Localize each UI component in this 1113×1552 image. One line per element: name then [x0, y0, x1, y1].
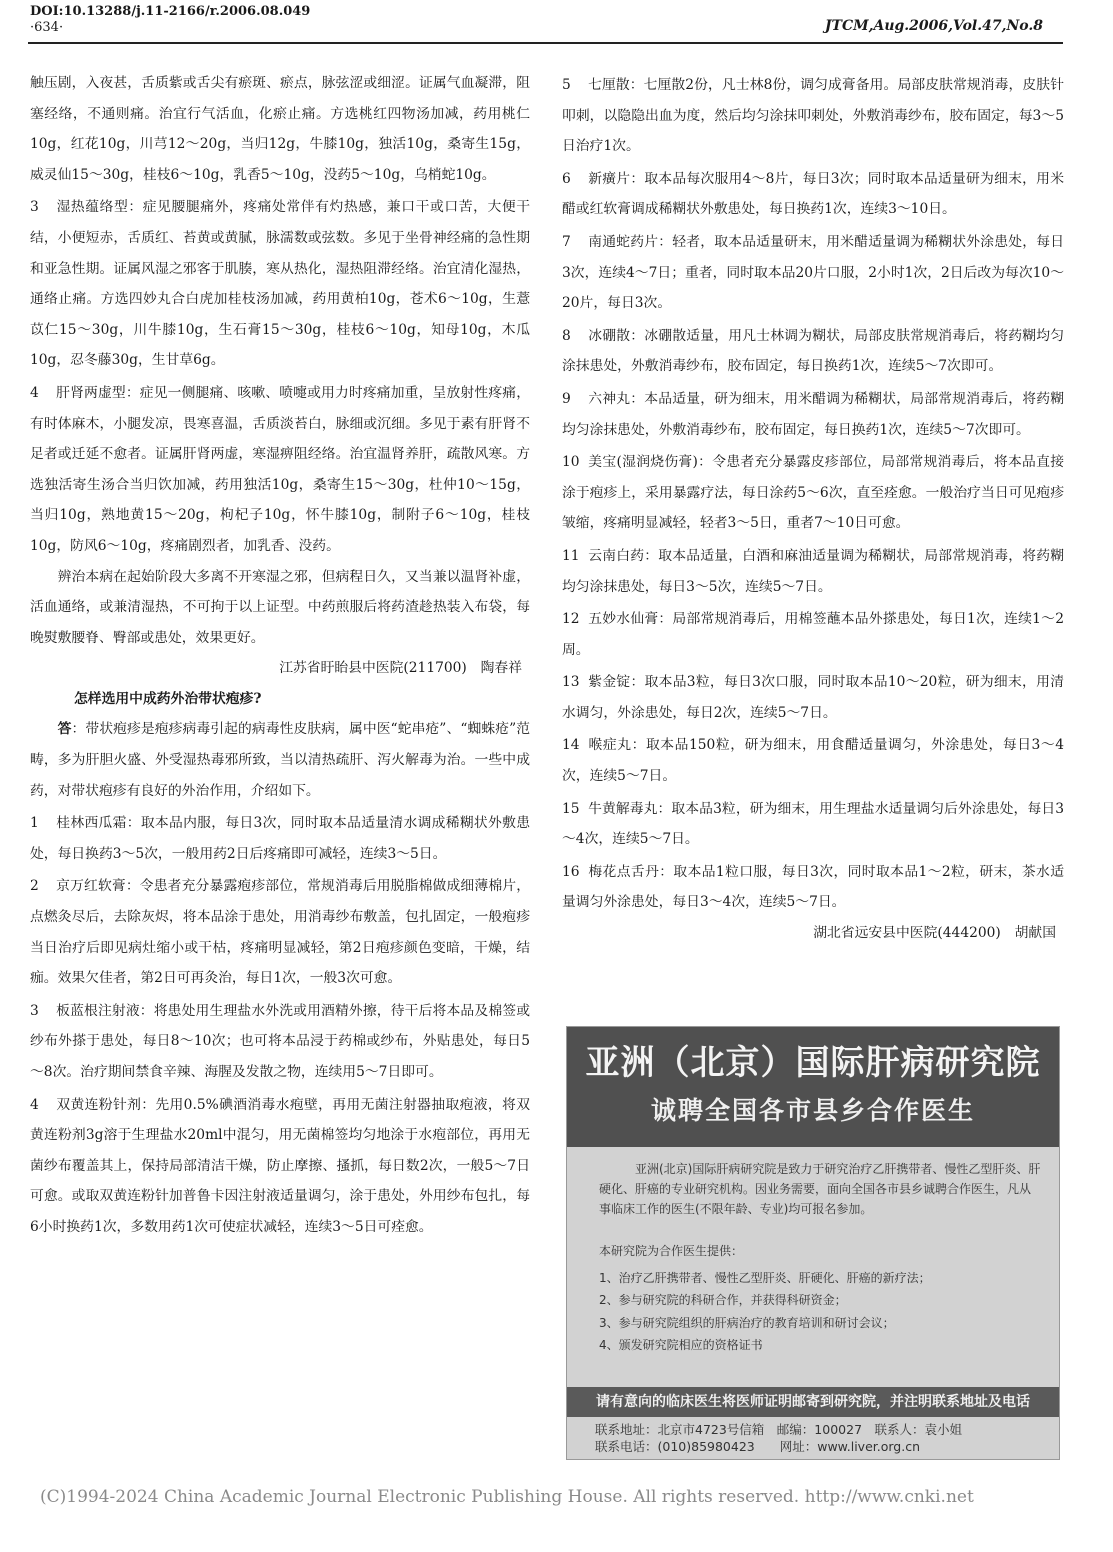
- list-item: [30, 996, 530, 1088]
- item-text: 五妙水仙膏：局部常规消毒后，用棉签蘸本品外搽患处，每日1次，连续1～2周。: [562, 611, 1064, 658]
- item-number: 16: [562, 863, 580, 880]
- left-column: [30, 68, 530, 1243]
- item-number: 6: [562, 170, 571, 187]
- section-number: 3: [30, 199, 39, 216]
- list-item: [562, 227, 1064, 319]
- list-item: [562, 604, 1064, 665]
- item-number: 1: [30, 815, 39, 832]
- list-item: [562, 447, 1064, 539]
- list-item: [30, 871, 530, 993]
- list-item: [562, 70, 1064, 162]
- ad-title: 亚洲（北京）国际肝病研究院: [585, 1043, 1041, 1083]
- item-text: 南通蛇药片：轻者，取本品适量研末，用米醋适量调为稀糊状外涂患处，每日3次，连续4～7日；重者，同时取本品20片口服，2小时1次，2日后改为每次10～20片，每日3次。: [562, 233, 1064, 312]
- copyright-footer: (C)1994-2024 China Academic Journal Electronic Publishing House. All rights reserved. http://www.cnki.net: [40, 1487, 974, 1507]
- item-number: 12: [562, 611, 580, 628]
- ad-header: [567, 1027, 1059, 1147]
- answer-label: 答: [57, 721, 72, 738]
- affiliation-author-1: 江苏省盱眙县中医院(211700) 陶春祥: [279, 660, 522, 677]
- section-3: [30, 192, 530, 376]
- answer-text: ：带状疱疹是疱疹病毒引起的病毒性皮肤病，属中医“蛇串疮”、“蜘蛛疮”范畴，多为肝胆火盛、外受湿热毒邪所致，当以清热疏肝、泻火解毒为治。一些中成药，对带状疱疹有良好的外治作用，介绍如下。: [30, 721, 530, 799]
- section-text: 肝肾两虚型：症见一侧腿痛、咳嗽、喷嚏或用力时疼痛加重，呈放射性疼痛，有时体麻木，小腿发凉，畏寒喜温，舌质淡苔白，脉细或沉细。多见于素有肝肾不足者或迁延不愈者。证属肝肾两虚，寒湿痹阻经络。治宜温肾养肝，疏散风寒。方选独活寄生汤合当归饮加减，药用独活10g，桑寄生15～30g，杜仲10～15g，当归10g，熟地黄15～20g，枸杞子10g，怀牛膝10g，制附子6～10g，桂枝10g，防风6～10g，疼痛剧烈者，加乳香、没药。: [30, 384, 530, 554]
- doi-text: DOI:10.13288/j.11-2166/r.2006.08.049: [30, 4, 311, 19]
- right-column: [562, 68, 1064, 949]
- item-text: 新癀片：取本品每次服用4～8片，每日3次；同时取本品适量研为细末，用米醋或红软膏调成稀糊状外敷患处，每日换药1次，连续3～10日。: [562, 170, 1064, 218]
- item-number: 11: [562, 547, 580, 564]
- list-item: [562, 384, 1064, 445]
- item-text: 云南白药：取本品适量，白酒和麻油适量调为稀糊状，局部常规消毒，将药糊均匀涂抹患处，每日3～5次，连续5～7日。: [562, 547, 1064, 595]
- list-item: [30, 1090, 530, 1243]
- recruitment-advertisement: [566, 1026, 1060, 1460]
- item-number: 10: [562, 454, 580, 471]
- ad-benefit-item: 3、参与研究院组织的肝病治疗的教育培训和研讨会议；: [599, 1315, 895, 1330]
- affiliation-author-2: 湖北省远安县中医院(444200) 胡献国: [813, 925, 1056, 942]
- ad-benefit-item: 2、参与研究院的科研合作，并获得科研资金；: [599, 1293, 847, 1308]
- ad-contact-address: 联系地址：北京市4723号信箱 邮编：100027 联系人：袁小姐: [595, 1422, 963, 1437]
- summary-paragraph: 辨治本病在起始阶段大多离不开寒湿之邪，但病程日久，又当兼以温肾补虚，活血通络，或兼清湿热，不可拘于以上证型。中药煎服后将药渣趁热装入布袋，每晚熨敷腰脊、臀部或患处，效果更好。: [30, 568, 530, 646]
- answer-paragraph: [30, 714, 530, 806]
- list-item: [562, 667, 1064, 728]
- ad-benefit-list: [599, 1267, 1041, 1357]
- ad-intro: 亚洲(北京)国际肝病研究院是致力于研究治疗乙肝携带者、慢性乙型肝炎、肝硬化、肝癌的专业研究机构。因业务需要，面向全国各市县乡诚聘合作医生，凡从事临床工作的医生(不限年龄、专业)均可报名参加。: [599, 1162, 1041, 1216]
- list-item: [562, 164, 1064, 225]
- header-left: [30, 4, 310, 36]
- list-item: [562, 794, 1064, 855]
- section-4: [30, 378, 530, 562]
- ad-contact-phone: 联系电话：(010)85980423 网址：www.liver.org.cn: [595, 1439, 921, 1454]
- page-number: ·634·: [30, 20, 64, 35]
- section-number: 4: [30, 384, 39, 401]
- item-text: 紫金锭：取本品3粒，每日3次口服，同时取本品10～20粒，研为细末，用清水调匀，外涂患处，每日2次，连续5～7日。: [562, 674, 1064, 721]
- continued-paragraph: 触压剧，入夜甚，舌质紫或舌尖有瘀斑、瘀点，脉弦涩或细涩。证属气血凝滞，阻塞经络，不通则痛。治宜行气活血，化瘀止痛。方选桃红四物汤加减，药用桃仁10g，红花10g，川芎12～20g，当归12g，牛膝10g，独活10g，桑寄生15g，威灵仙15～30g，桂枝6～10g，乳香5～10g，没药5～10g，乌梢蛇10g。: [30, 75, 530, 183]
- item-number: 15: [562, 800, 580, 817]
- ad-body: [567, 1147, 1059, 1357]
- item-text: 板蓝根注射液：将患处用生理盐水外洗或用酒精外擦，待干后将本品及棉签或纱布外搽于患处，每日8～10次；也可将本品浸于药棉或纱布，外贴患处，每日5～8次。治疗期间禁食辛辣、海腥及发散之物，连续用5～7日即可。: [30, 1002, 530, 1080]
- item-number: 14: [562, 737, 580, 754]
- ad-contact: [595, 1421, 1047, 1455]
- item-text: 牛黄解毒丸：取本品3粒，研为细末，用生理盐水适量调匀后外涂患处，每日3～4次，连续5～7日。: [562, 800, 1064, 848]
- item-text: 喉症丸：取本品150粒，研为细末，用食醋适量调匀，外涂患处，每日3～4次，连续5～7日。: [562, 737, 1064, 785]
- item-text: 冰硼散：冰硼散适量，用凡士林调为糊状，局部皮肤常规消毒后，将药糊均匀涂抹患处，外敷消毒纱布，胶布固定，每日换药1次，连续5～7次即可。: [562, 327, 1064, 375]
- list-item: [562, 321, 1064, 382]
- list-item: [562, 857, 1064, 918]
- item-number: 4: [30, 1096, 39, 1113]
- ad-benefit-item: 4、颁发研究院相应的资格证书: [599, 1338, 763, 1353]
- journal-info: JTCM,Aug.2006,Vol.47,No.8: [824, 18, 1043, 34]
- item-text: 双黄连粉针剂：先用0.5%碘酒消毒水疱壁，再用无菌注射器抽取疱液，将双黄连粉剂3g溶于生理盐水20ml中混匀，用无菌棉签均匀地涂于水疱部位，再用无菌纱布覆盖其上，保持局部清洁干燥，防止摩擦、搔抓，每日数2次，一般5～7日可愈。或取双黄连粉针加普鲁卡因注射液适量调匀，涂于患处，外用纱布包扎，每6小时换药1次，多数用药1次可使症状减轻，连续3～5日可痊愈。: [30, 1096, 530, 1235]
- item-text: 桂林西瓜霜：取本品内服，每日3次，同时取本品适量清水调成稀糊状外敷患处，每日换药3～5次，一般用药2日后疼痛即可减轻，连续3～5日。: [30, 815, 530, 862]
- question-title: 怎样选用中成药外治带状疱疹?: [74, 690, 262, 707]
- section-text: 湿热蕴络型：症见腰腿痛外，疼痛处常伴有灼热感，兼口干或口苦，大便干结，小便短赤，舌质红、苔黄或黄腻，脉濡数或弦数。多见于坐骨神经痛的急性期和亚急性期。证属风湿之邪客于肌腠，寒从热化，湿热阻滞经络。治宜清化湿热，通络止痛。方选四妙丸合白虎加桂枝汤加减，药用黄柏10g，苍术6～10g，生薏苡仁15～30g，川牛膝10g，生石膏15～30g，桂枝6～10g，知母10g，木瓜10g，忍冬藤30g，生甘草6g。: [30, 199, 530, 369]
- ad-provide-heading: 本研究院为合作医生提供：: [599, 1244, 744, 1258]
- ad-subtitle: 诚聘全国各市县乡合作医生: [650, 1096, 975, 1125]
- item-number: 8: [562, 327, 571, 344]
- item-text: 京万红软膏：令患者充分暴露疱疹部位，常规消毒后用脱脂棉做成细薄棉片，点燃灸尽后，去除灰烬，将本品涂于患处，用消毒纱布敷盖，包扎固定，一般疱疹当日治疗后即见病灶缩小或干枯，疼痛明显减轻，第2日疱疹颜色变暗，干燥，结痂。效果欠佳者，第2日可再灸治，每日1次，一般3次可愈。: [30, 878, 530, 987]
- item-text: 美宝(湿润烧伤膏)：令患者充分暴露皮疹部位，局部常规消毒后，将本品直接涂于疱疹上，采用暴露疗法，每日涂药5～6次，直至痊愈。一般治疗当日可见疱疹皱缩，疼痛明显减轻，轻者3～5日，重者7～10日可愈。: [562, 454, 1064, 532]
- list-item: [562, 541, 1064, 602]
- item-text: 六神丸：本品适量，研为细末，用米醋调为稀糊状，局部常规消毒后，将药糊均匀涂抹患处，外敷消毒纱布，胶布固定，每日换药1次，连续5～7次即可。: [562, 390, 1064, 438]
- item-number: 5: [562, 77, 571, 93]
- item-number: 3: [30, 1002, 39, 1019]
- item-number: 7: [562, 233, 571, 250]
- item-text: 梅花点舌丹：取本品1粒口服，每日3次，同时取本品1～2粒，研末，茶水适量调匀外涂患处，每日3～4次，连续5～7日。: [562, 863, 1064, 911]
- list-item: [30, 808, 530, 869]
- item-number: 9: [562, 390, 571, 407]
- item-text: 七厘散：七厘散2份，凡士林8份，调匀成膏备用。局部皮肤常规消毒，皮肤针叩刺，以隐隐出血为度，然后均匀涂抹叩刺处，外敷消毒纱布，胶布固定，每3～5日治疗1次。: [562, 77, 1064, 155]
- item-number: 13: [562, 674, 580, 691]
- header-rule: [28, 42, 1063, 44]
- item-number: 2: [30, 878, 39, 895]
- ad-benefit-item: 1、治疗乙肝携带者、慢性乙型肝炎、肝硬化、肝癌的新疗法；: [599, 1271, 931, 1285]
- ad-call-to-action: 请有意向的临床医生将医师证明邮寄到研究院，并注明联系地址及电话: [567, 1387, 1059, 1417]
- list-item: [562, 730, 1064, 791]
